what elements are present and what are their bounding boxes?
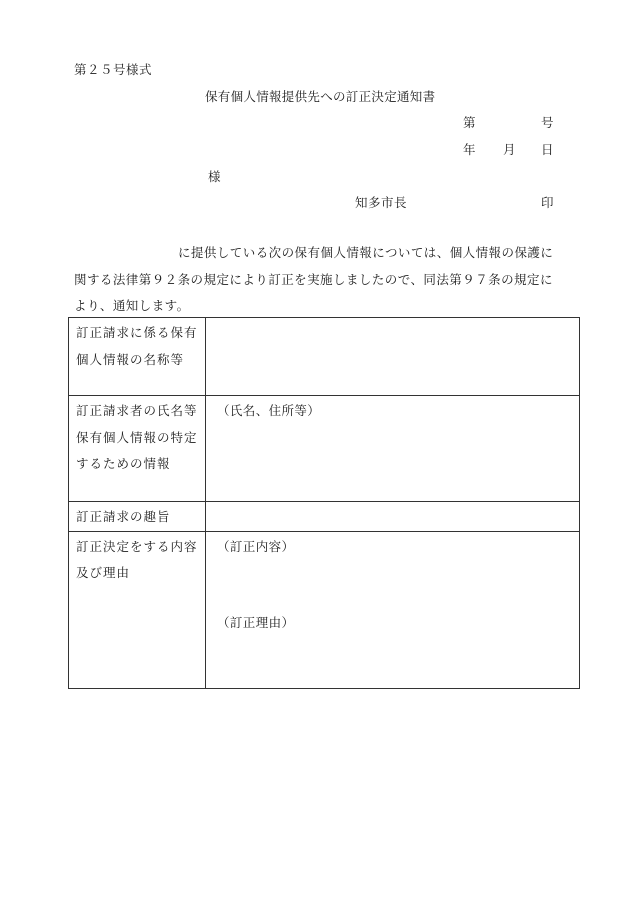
notice-line-1: に提供している次の保有個人情報については、個人情報の保護に [178, 245, 554, 260]
row-label-purpose: 訂正請求の趣旨 [69, 502, 206, 532]
date-day-label: 日 [541, 142, 555, 157]
form-number: 第２５号様式 [74, 62, 153, 77]
seal-mark: 印 [541, 195, 555, 210]
correction-reason-label: （訂正理由） [217, 615, 295, 630]
date-month-label: 月 [503, 142, 517, 157]
row-label-decision: 訂正決定をする内容及び理由 [69, 531, 206, 688]
table-row [69, 318, 580, 396]
row-label-requester: 訂正請求者の氏名等保有個人情報の特定するための情報 [69, 396, 206, 502]
table-row [69, 502, 580, 532]
correction-details-table [68, 317, 580, 689]
row-value-requester: （氏名、住所等） [206, 396, 580, 502]
addressee-suffix: 様 [208, 169, 222, 184]
date-year-label: 年 [463, 142, 477, 157]
row-value-purpose [206, 502, 580, 532]
notice-line-2: 関する法律第９２条の規定により訂正を実施しましたので、同法第９７条の規定に [74, 271, 553, 287]
row-value-decision [206, 531, 580, 688]
document-number-label: 第 [463, 115, 477, 130]
notice-line-3: より、通知します。 [74, 298, 190, 313]
correction-content-label: （訂正内容） [217, 538, 295, 554]
issuer-name: 知多市長 [355, 195, 408, 210]
document-number-suffix: 号 [541, 115, 555, 130]
row-label-info-name: 訂正請求に係る保有個人情報の名称等 [69, 318, 206, 396]
table-row [69, 396, 580, 502]
table-row [69, 531, 580, 688]
notice-paragraph [74, 240, 584, 320]
row-value-info-name [206, 318, 580, 396]
document-title: 保有個人情報提供先への訂正決定通知書 [205, 89, 436, 104]
